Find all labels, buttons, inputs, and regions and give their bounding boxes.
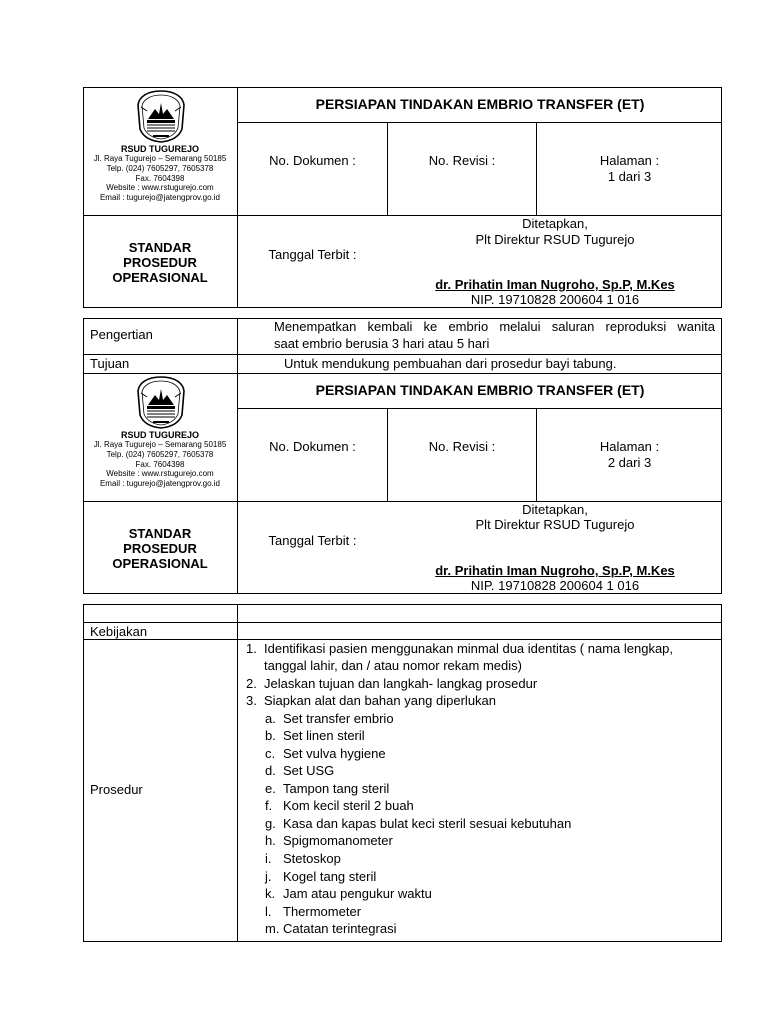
tool-item [265,832,393,849]
table-divider [237,318,238,374]
step-number: 1. [246,641,257,656]
step-number: 3. [246,693,257,708]
header-divider [237,122,722,123]
org-address: Jl. Raya Tugurejo – Semarang 50185 [93,154,227,163]
signer-nip: NIP. 19710828 200604 1 016 [470,292,640,307]
org-fax: Fax. 7604398 [135,174,185,183]
procedure-label: Prosedur [90,782,143,797]
org-name: RSUD TUGUREJO [120,144,199,154]
document-number-label: No. Dokumen : [269,439,356,454]
issue-date-label: Tanggal Terbit : [268,247,357,262]
definition-label: Pengertian [90,327,153,342]
tool-item [265,868,376,885]
purpose-text: Untuk mendukung pembuahan dari prosedur bayi tabung. [284,356,617,371]
procedure-step [246,692,496,709]
tool-text: Catatan terintegrasi [283,921,397,936]
table-divider [83,354,722,355]
sop-line: PROSEDUR [123,541,197,556]
tool-text: Stetoskop [283,851,341,866]
procedure-step-continuation: tanggal lahir, dan / atau nomor rekam medis) [264,658,522,673]
director-title: Plt Direktur RSUD Tugurejo [475,232,635,247]
established-label: Ditetapkan, [522,216,588,231]
header-divider [237,87,238,308]
tool-letter: l. [265,904,272,919]
tool-letter: e. [265,781,276,796]
tool-item [265,903,361,920]
revision-number-label: No. Revisi : [428,153,496,168]
definition-text-line1: Menempatkan kembali ke embrio melalui saluran reproduksi wanita [274,319,715,334]
org-phone: Telp. (024) 7605297, 7605378 [106,164,214,173]
definition-text-line2: saat embrio berusia 3 hari atau 5 hari [274,336,490,351]
signer-nip: NIP. 19710828 200604 1 016 [470,578,640,593]
tool-item [265,762,334,779]
table-divider [83,622,722,623]
hospital-logo [135,375,187,429]
table-divider [237,604,238,942]
policy-label: Kebijakan [90,624,148,639]
revision-number-label: No. Revisi : [428,439,496,454]
sop-line: STANDAR [128,240,192,255]
issue-date-label: Tanggal Terbit : [268,533,357,548]
sop-line: OPERASIONAL [112,556,208,571]
org-website: Website : www.rstugurejo.com [106,183,214,192]
tool-letter: h. [265,833,276,848]
procedure-step [246,675,537,692]
sop-line: STANDAR [128,526,192,541]
tool-text: Spigmomanometer [283,833,393,848]
tool-letter: k. [265,886,276,901]
hospital-logo [135,89,187,143]
signer-name: dr. Prihatin Iman Nugroho, Sp.P, M.Kes [435,563,675,578]
document-number-label: No. Dokumen : [269,153,356,168]
tool-letter: g. [265,816,276,831]
tool-text: Set transfer embrio [283,711,394,726]
org-address: Jl. Raya Tugurejo – Semarang 50185 [93,440,227,449]
tool-text: Set USG [283,763,335,778]
tool-item [265,850,341,867]
tool-item [265,780,389,797]
tool-text: Kasa dan kapas bulat keci steril sesuai kebutuhan [283,816,572,831]
procedure-step [246,640,673,657]
step-text: Siapkan alat dan bahan yang diperlukan [264,693,497,708]
page-value: 1 dari 3 [607,169,652,184]
tool-text: Set vulva hygiene [283,746,386,761]
tool-item [265,727,365,744]
org-email: Email : tugurejo@jatengprov.go.id [99,479,221,488]
purpose-label: Tujuan [90,356,130,371]
tool-text: Jam atau pengukur waktu [283,886,432,901]
org-fax: Fax. 7604398 [135,460,185,469]
tool-text: Tampon tang steril [283,781,390,796]
org-phone: Telp. (024) 7605297, 7605378 [106,450,214,459]
tool-item [265,920,396,937]
tool-text: Kom kecil steril 2 buah [283,798,414,813]
header-divider [237,408,722,409]
tool-item [265,815,571,832]
tool-letter: m. [265,921,280,936]
sop-label [84,526,236,571]
tool-item [265,745,386,762]
tool-letter: j. [265,869,272,884]
org-name: RSUD TUGUREJO [120,430,199,440]
tool-item [265,885,432,902]
sop-line: OPERASIONAL [112,270,208,285]
page-label: Halaman : [599,439,660,454]
established-label: Ditetapkan, [522,502,588,517]
tool-letter: d. [265,763,276,778]
tool-letter: f. [265,798,273,813]
sop-line: PROSEDUR [123,255,197,270]
director-title: Plt Direktur RSUD Tugurejo [475,517,635,532]
tool-letter: b. [265,728,276,743]
document-title: PERSIAPAN TINDAKAN EMBRIO TRANSFER (ET) [315,96,645,112]
header-divider [387,122,388,215]
page-value: 2 dari 3 [607,455,652,470]
tool-item [265,797,414,814]
tool-text: Thermometer [283,904,362,919]
org-email: Email : tugurejo@jatengprov.go.id [99,193,221,202]
tool-text: Kogel tang steril [283,869,377,884]
tool-letter: c. [265,746,276,761]
step-text: Identifikasi pasien menggunakan minmal dua identitas ( nama lengkap, [264,641,674,656]
sop-label [84,240,236,285]
header-divider [237,373,238,594]
document-title: PERSIAPAN TINDAKAN EMBRIO TRANSFER (ET) [315,382,645,398]
header-divider [387,408,388,501]
step-text: Jelaskan tujuan dan langkah- langkag prosedur [264,676,538,691]
tool-letter: a. [265,711,276,726]
tool-item [265,710,394,727]
signer-name: dr. Prihatin Iman Nugroho, Sp.P, M.Kes [435,277,675,292]
page-label: Halaman : [599,153,660,168]
step-number: 2. [246,676,257,691]
tool-text: Set linen steril [283,728,365,743]
tool-letter: i. [265,851,272,866]
org-website: Website : www.rstugurejo.com [106,469,214,478]
